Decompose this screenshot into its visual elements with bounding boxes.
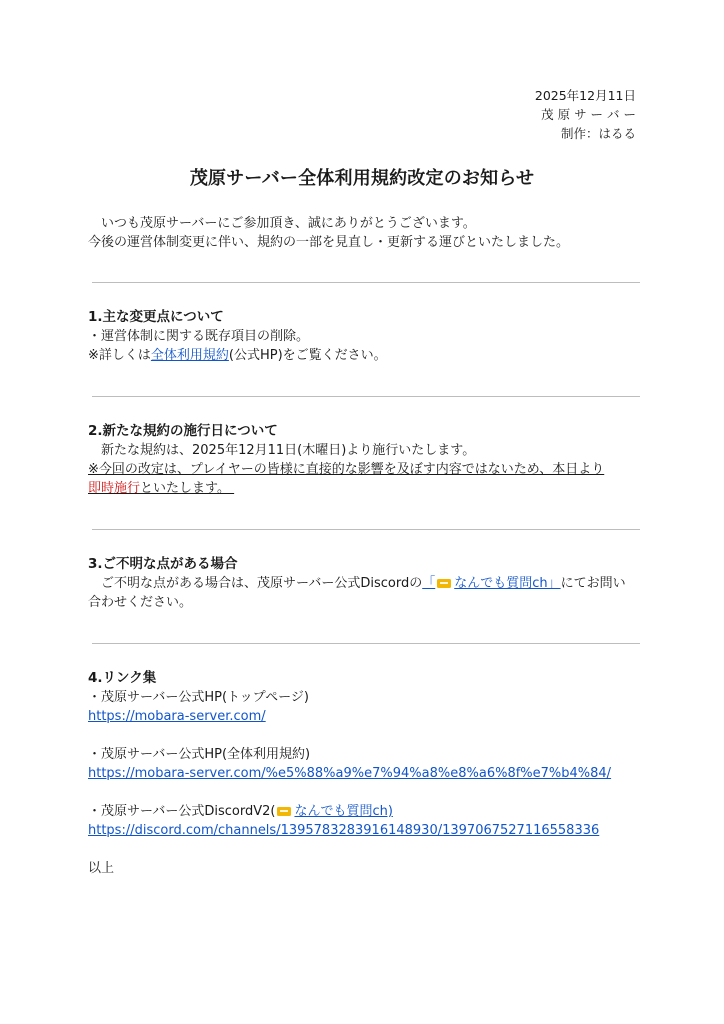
question-channel-link[interactable] <box>422 576 560 591</box>
author-name: 制作：はるる <box>560 126 636 141</box>
document-header <box>88 86 636 143</box>
discord-label-prefix: ・茂原サーバー公式DiscordV2( <box>88 804 276 819</box>
section-1-note <box>88 346 636 365</box>
ticket-icon <box>277 807 291 816</box>
section-3-line-2: 合わせください。 <box>88 595 193 610</box>
terms-link[interactable]: 全体利用規約 <box>150 348 229 363</box>
issue-date: 2025年12月11日 <box>534 88 636 103</box>
section-3-prefix: ご不明な点がある場合は、茂原サーバー公式Discordの <box>101 576 423 591</box>
spacer <box>88 726 636 745</box>
spacer <box>88 840 636 859</box>
question-channel-link-text: なんでも質問ch」 <box>454 576 561 591</box>
section-1-note-suffix: (公式HP)をご覧ください。 <box>228 348 387 363</box>
divider <box>92 529 640 530</box>
section-1-title: 1.主な変更点について <box>88 309 224 325</box>
discord-channel-link[interactable] <box>275 804 392 819</box>
intro-paragraph <box>88 214 636 252</box>
spacer <box>88 783 636 802</box>
divider <box>92 643 640 644</box>
intro-line-1: いつも茂原サーバーにご参加頂き、誠にありがとうございます。 <box>101 216 476 231</box>
immediate-enforcement-text: 即時施行 <box>88 481 141 496</box>
link-open-bracket: 「 <box>422 576 436 591</box>
section-3-line-1 <box>88 574 636 593</box>
section-4-title: 4.リンク集 <box>88 670 157 686</box>
discord-url-link[interactable]: https://discord.com/channels/1395783283916148930/1397067527116558336 <box>88 823 600 838</box>
closing-text: 以上 <box>88 861 115 876</box>
divider <box>92 282 640 283</box>
divider <box>92 396 640 397</box>
section-3-suffix: にてお問い <box>560 576 626 591</box>
section-1-item: ・運営体制に関する既存項目の削除。 <box>88 329 310 344</box>
section-2-title: 2.新たな規約の施行日について <box>88 423 278 439</box>
link-list-item-3-label <box>88 802 636 821</box>
section-2-line: 新たな規約は、2025年12月11日(木曜日)より施行いたします。 <box>101 443 476 458</box>
document-page <box>88 86 636 878</box>
terms-url-link[interactable]: https://mobara-server.com/%e5%88%a9%e7%94%a8%e8%a6%8f%e7%b4%84/ <box>88 766 612 781</box>
page-title: 茂原サーバー全体利用規約改定のお知らせ <box>189 168 535 189</box>
ticket-icon <box>437 579 451 588</box>
section-1-note-prefix: ※詳しくは <box>88 348 151 363</box>
section-3-title: 3.ご不明な点がある場合 <box>88 556 238 572</box>
organization-name: 茂 原 サ ー バ ー <box>541 107 636 122</box>
discord-channel-link-text: なんでも質問ch) <box>294 804 393 819</box>
intro-line-2: 今後の運営体制変更に伴い、規約の一部を見直し・更新する運びといたしました。 <box>88 235 570 250</box>
link-list-item-1-label: ・茂原サーバー公式HP(トップページ) <box>88 690 309 705</box>
homepage-url-link[interactable]: https://mobara-server.com/ <box>88 709 266 724</box>
section-2-note-line-2 <box>88 479 636 498</box>
section-2-note-end: といたします。 <box>140 481 230 496</box>
link-list-item-2-label: ・茂原サーバー公式HP(全体利用規約) <box>88 747 311 762</box>
section-2-note-line-1: ※今回の改定は、プレイヤーの皆様に直接的な影響を及ぼす内容ではないため、本日より <box>88 462 605 477</box>
